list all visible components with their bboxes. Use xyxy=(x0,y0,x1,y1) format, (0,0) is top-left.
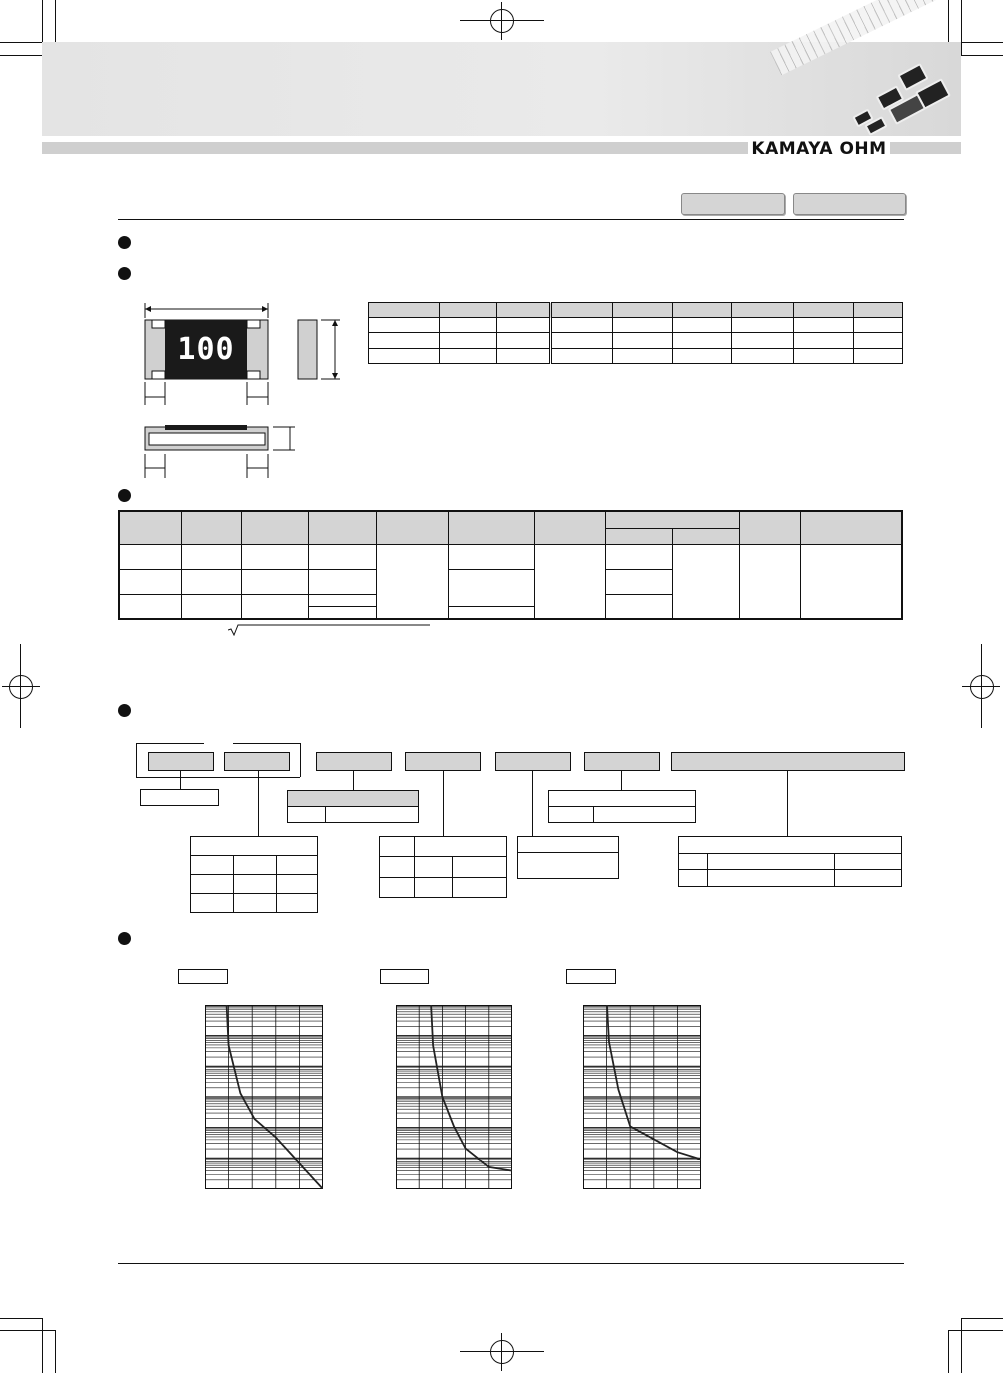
header-banner xyxy=(42,42,961,136)
section-bullet-features xyxy=(118,236,131,249)
code-5-table xyxy=(517,836,619,879)
footer-rule xyxy=(118,1263,904,1264)
code-box-4 xyxy=(405,752,481,771)
code-1-description xyxy=(140,789,219,806)
pulse-curve-chart-3 xyxy=(583,1005,701,1189)
code-3-table xyxy=(287,790,419,823)
code-box-5 xyxy=(495,752,571,771)
pulse-curve-chart-1 xyxy=(205,1005,323,1189)
section-bullet-curves xyxy=(118,932,131,945)
tab-button-1[interactable] xyxy=(681,193,785,215)
graph-3-label-box xyxy=(566,969,616,984)
code-box-6 xyxy=(584,752,660,771)
sqrt-formula xyxy=(228,622,433,636)
section-bullet-ratings xyxy=(118,489,131,502)
code-2-table xyxy=(190,836,318,913)
section-bullet-dimensions xyxy=(118,267,131,280)
dimension-table xyxy=(368,302,903,364)
code-box-1 xyxy=(148,752,214,771)
code-box-2 xyxy=(224,752,290,771)
ratings-table xyxy=(118,510,903,620)
code-box-7 xyxy=(671,752,905,771)
code-box-3 xyxy=(316,752,392,771)
chip-marking: 100 xyxy=(177,332,235,367)
tab-button-2[interactable] xyxy=(793,193,906,215)
graph-2-label-box xyxy=(380,969,429,984)
section-bullet-part-number xyxy=(118,704,131,717)
title-rule xyxy=(118,219,904,220)
pulse-curve-chart-2 xyxy=(396,1005,512,1189)
code-7-table xyxy=(678,836,902,887)
graph-1-label-box xyxy=(178,969,228,984)
brand-logo: KAMAYA OHM xyxy=(748,139,890,159)
code-4-table xyxy=(379,836,507,898)
code-6-table xyxy=(548,790,696,823)
